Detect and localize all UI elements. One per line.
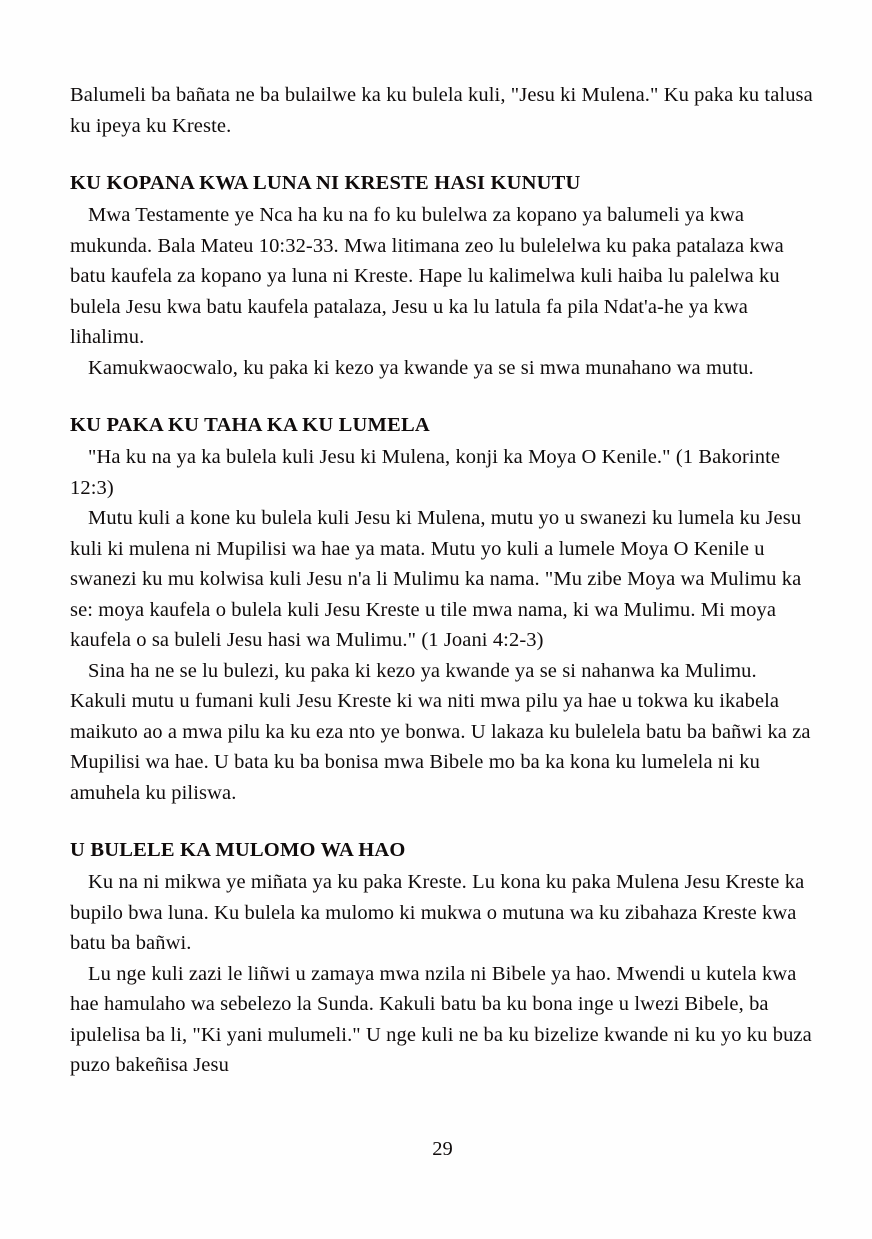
paragraph-5: Mutu kuli a kone ku bulela kuli Jesu ki Mulena, mutu yo u swanezi ku lumela ku Jesu kuli ki mulena ni Mupilisi wa hae ya mata. Mutu yo kuli a lumele Moya O Kenile u swanezi ku mu kolwisa kuli Jesu n'a li Mulimu ka nama. "Mu zibe Moya wa Mulimu ka se: moya kaufela o bulela kuli Jesu Kreste u tile mwa nama, ki wa Mulimu. Mi moya kaufela o sa buleli Jesu hasi wa Mulimu." (1 Joani 4:2-3): [70, 507, 802, 651]
section-heading-2: KU PAKA KU TAHA KA KU LUMELA: [70, 414, 430, 436]
paragraph-8: Lu nge kuli zazi le liñwi u zamaya mwa nzila ni Bibele ya hao. Mwendi u kutela kwa hae hamulaho wa sebelezo la Sunda. Kakuli batu ba ku bona inge u lwezi Bibele, ba ipulelisa ba li, "Ki yani mulumeli." U nge kuli ne ba ku bizelize kwande ni ku yo ku buza puzo bakeñisa Jesu: [70, 962, 812, 1076]
paragraph-3: Kamukwaocwalo, ku paka ki kezo ya kwande ya se si mwa munahano wa mutu.: [88, 356, 754, 379]
paragraph-4: "Ha ku na ya ka bulela kuli Jesu ki Mulena, konji ka Moya O Kenile." (1 Bakorinte 12:3): [70, 446, 781, 499]
paragraph-6: Sina ha ne se lu bulezi, ku paka ki kezo ya kwande ya se si nahanwa ka Mulimu. Kakuli mutu u fumani kuli Jesu Kreste ki wa niti mwa pilu ya hae u tokwa ku ikabela maikuto ao a mwa pilu ka ku eza nto ye bonwa. U lakaza ku bulelela batu ba bañwi ka za Mupilisi wa hae. U bata ku ba bonisa mwa Bibele mo ba ka kona ku lumelela ni ku amuhela ku piliswa.: [70, 659, 811, 804]
page-content: [70, 80, 815, 1160]
paragraph-1: Balumeli ba bañata ne ba bulailwe ka ku bulela kuli, "Jesu ki Mulena." Ku paka ku talusa ku ipeya ku Kreste.: [70, 84, 813, 137]
section-heading-1: KU KOPANA KWA LUNA NI KRESTE HASI KUNUTU: [70, 172, 581, 194]
section-heading-3: U BULELE KA MULOMO WA HAO: [70, 839, 406, 861]
paragraph-7: Ku na ni mikwa ye miñata ya ku paka Kreste. Lu kona ku paka Mulena Jesu Kreste ka bupilo bwa luna. Ku bulela ka mulomo ki mukwa o mutuna wa ku zibahaza Kreste kwa batu ba bañwi.: [70, 871, 805, 954]
page-number: 29: [432, 1138, 453, 1160]
paragraph-2: Mwa Testamente ye Nca ha ku na fo ku bulelwa za kopano ya balumeli ya kwa mukunda. Bala Mateu 10:32-33. Mwa litimana zeo lu bulelelwa ku paka patalaza kwa batu kaufela za kopano ya luna ni Kreste. Hape lu kalimelwa kuli haiba lu palelwa ku bulela Jesu kwa batu kaufela patalaza, Jesu u ka lu latula fa pila Ndat'a-he ya kwa lihalimu.: [70, 204, 784, 348]
